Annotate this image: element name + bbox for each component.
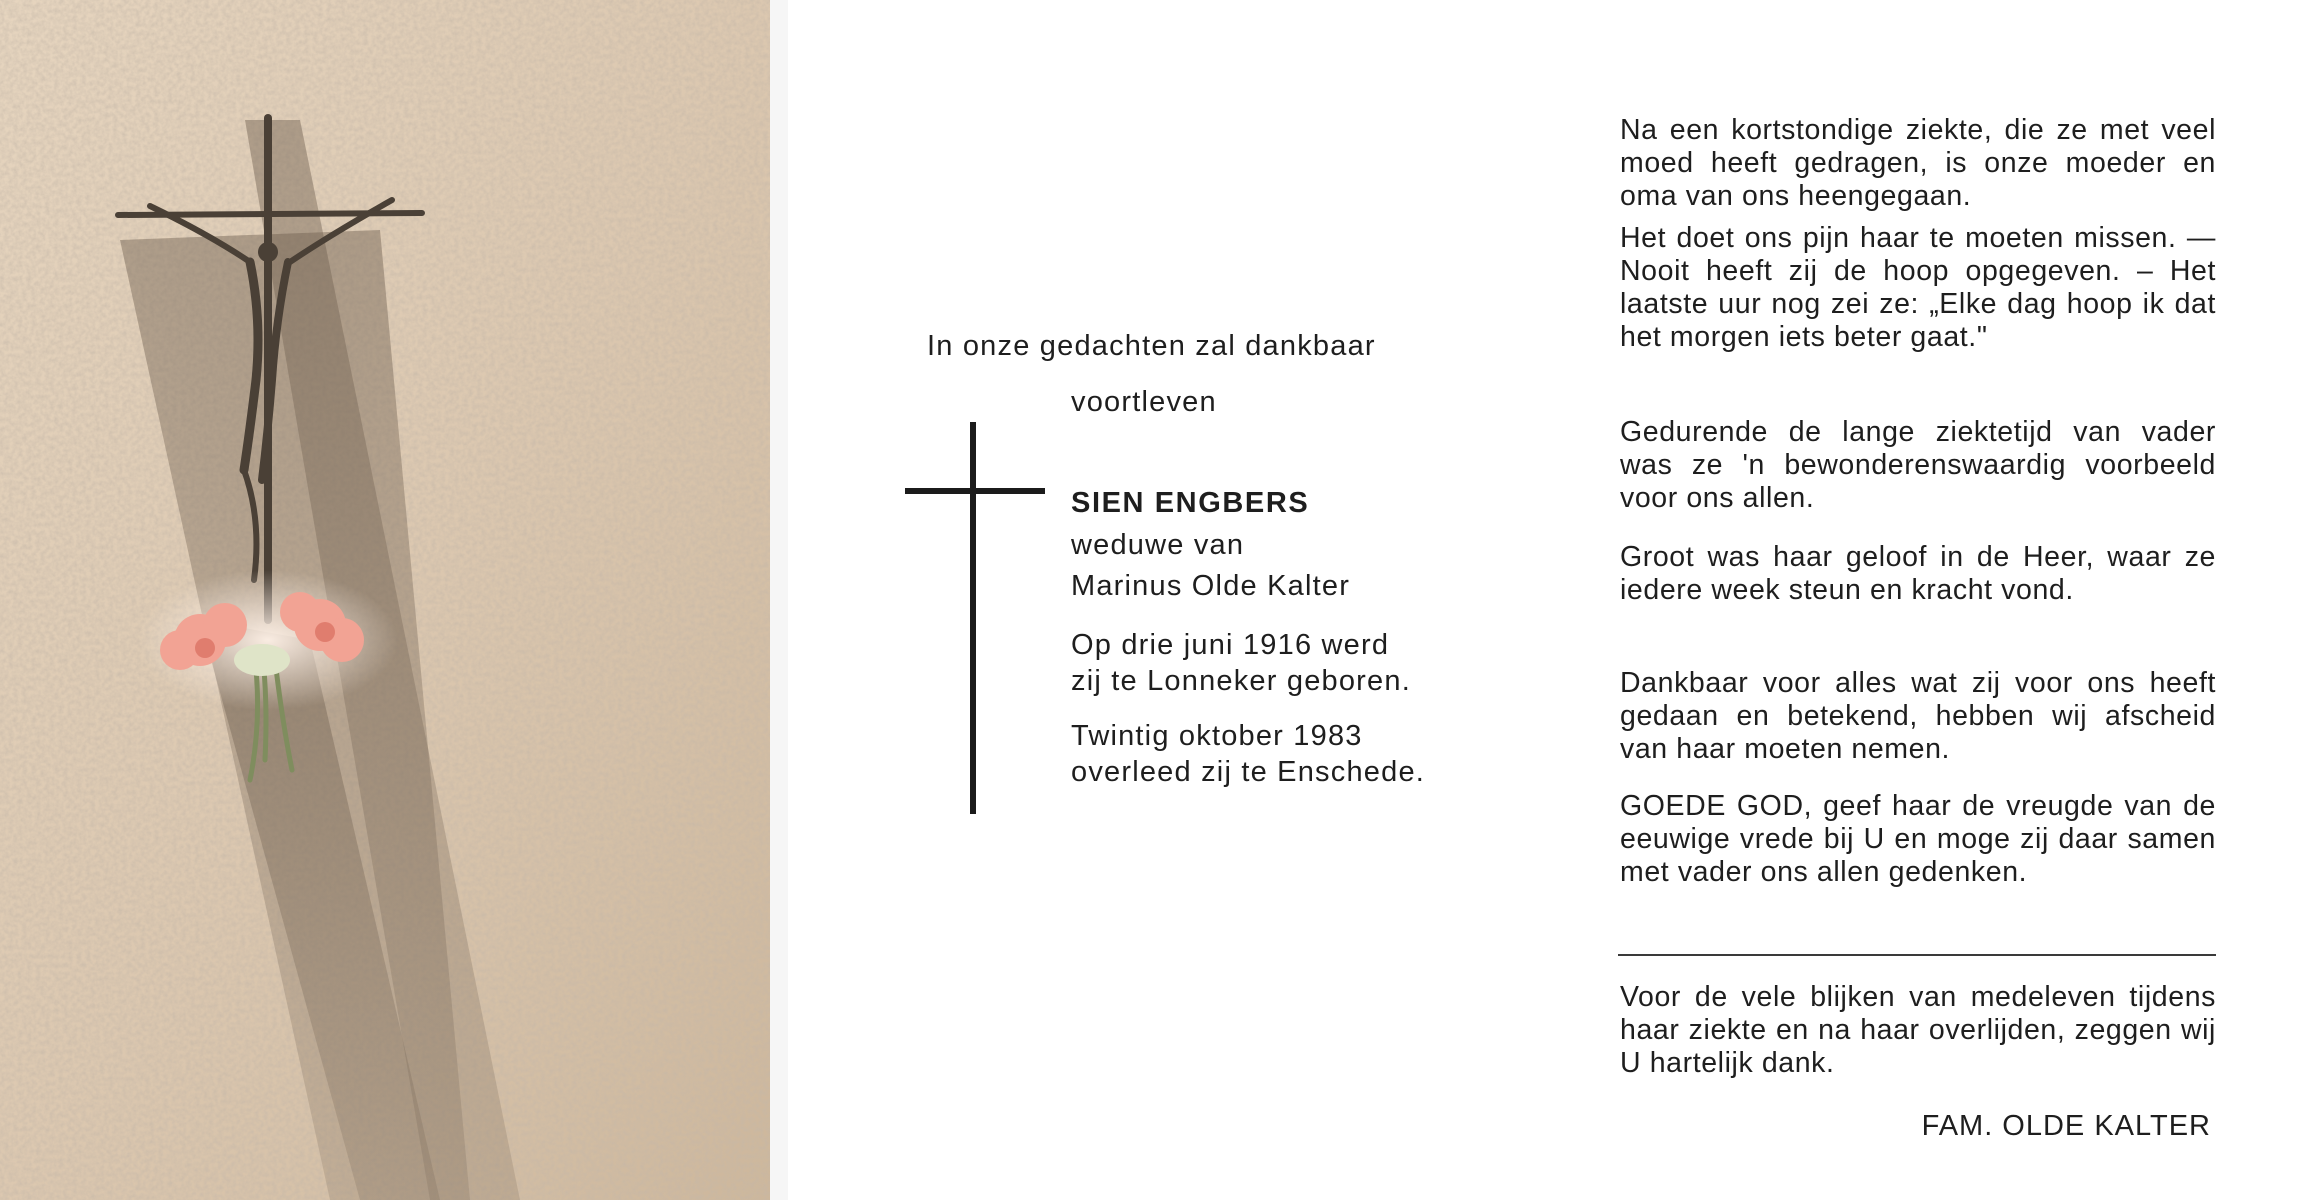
birth-line-1: Op drie juni 1916 werd: [1071, 629, 1390, 661]
paragraph-gratitude: Dankbaar voor alles wat zij voor ons heeft gedaan en betekend, hebben wij afscheid van haar moeten nemen.: [1620, 667, 2216, 765]
text-divider: [1618, 954, 2216, 956]
widow-of-label: weduwe van: [1071, 529, 1245, 561]
paragraph-father: Gedurende de lange ziektetijd van vader was ze 'n bewonderenswaardig voorbeeld voor ons allen.: [1620, 416, 2216, 514]
husband-name: Marinus Olde Kalter: [1071, 570, 1351, 602]
paragraph-prayer: GOEDE GOD, geef haar de vreugde van de eeuwige vrede bij U en moge zij daar samen met vader ons allen gedenken.: [1620, 790, 2216, 888]
family-signature: FAM. OLDE KALTER: [1921, 1110, 2211, 1142]
memorial-photo: [0, 0, 770, 1200]
death-line-1: Twintig oktober 1983: [1071, 720, 1363, 752]
intro-line-1: In onze gedachten zal dankbaar: [927, 330, 1376, 362]
paragraph-faith: Groot was haar geloof in de Heer, waar ze iedere week steun en kracht vond.: [1620, 541, 2216, 606]
birth-line-2: zij te Lonneker geboren.: [1071, 665, 1411, 697]
paragraph-illness: Na een kortstondige ziekte, die ze met veel moed heeft gedragen, is onze moeder en oma van ons heengegaan.: [1620, 114, 2216, 212]
death-line-2: overleed zij te Enschede.: [1071, 756, 1426, 788]
intro-line-2: voortleven: [1071, 386, 1217, 418]
latin-cross-icon: [905, 422, 1045, 814]
deceased-name: SIEN ENGBERS: [1071, 487, 1310, 519]
paragraph-thanks: Voor de vele blijken van medeleven tijdens haar ziekte en na haar overlijden, zeggen wij U hartelijk dank.: [1620, 981, 2216, 1079]
paragraph-hope: Het doet ons pijn haar te moeten missen. — Nooit heeft zij de hoop opgegeven. – Het laatste uur nog zei ze: „Elke dag hoop ik dat het morgen iets beter gaat.": [1620, 222, 2216, 353]
card-fold-gutter: [770, 0, 788, 1200]
